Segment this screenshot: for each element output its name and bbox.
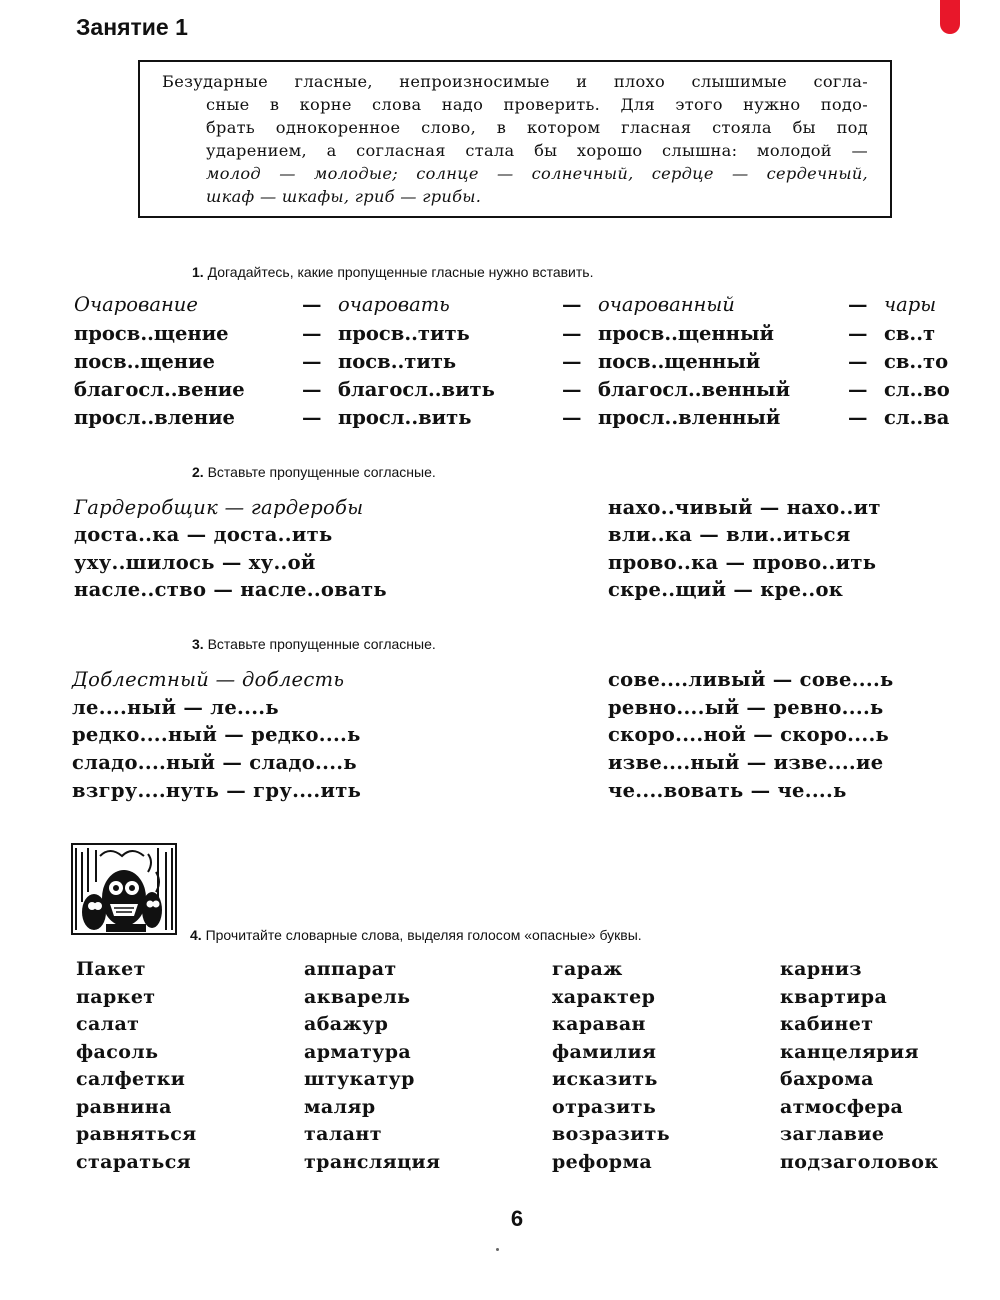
task-1-word: посв..тить xyxy=(338,350,457,373)
task-2-right-row: вли..ка — вли..иться xyxy=(608,523,851,546)
task-text: Вставьте пропущенные согласные. xyxy=(207,464,436,480)
vocabulary-word: карниз xyxy=(780,958,862,980)
vocabulary-word: салат xyxy=(76,1013,140,1035)
vocabulary-word: квартира xyxy=(780,985,888,1008)
task-1-word: благосл..вение xyxy=(74,378,245,401)
task-1-word: сл..ва xyxy=(884,406,950,429)
task-1-word: посв..щение xyxy=(74,350,215,373)
task-1-word: просв..тить xyxy=(338,322,470,345)
vocabulary-word: трансляция xyxy=(304,1150,441,1173)
vocabulary-word: паркет xyxy=(76,985,156,1008)
vocabulary-word: кабинет xyxy=(780,1013,874,1035)
task-1-word: очарованный xyxy=(598,293,735,316)
task-1-word: благосл..вить xyxy=(338,378,495,401)
task-3-right-row: сове....ливый — сове....ь xyxy=(608,668,894,691)
task-1-dash: — xyxy=(562,293,582,316)
task-2-right-row: прово..ка — прово..ить xyxy=(608,551,877,574)
vocabulary-word: гараж xyxy=(552,958,623,980)
task-1-dash: — xyxy=(562,350,582,373)
task-3-left-row: ле....ный — ле....ь xyxy=(72,696,279,719)
vocabulary-word: фамилия xyxy=(552,1040,657,1063)
task-3-left-row: взгру....нуть — гру....ить xyxy=(72,779,362,802)
vocabulary-word: арматура xyxy=(304,1040,412,1063)
rule-line: сные в корне слова надо проверить. Для этого нужно подо- xyxy=(206,95,868,114)
task-2-right-row: скре..щий — кре..ок xyxy=(608,578,844,601)
task-1-word: св..т xyxy=(884,322,936,345)
vocabulary-word: салфетки xyxy=(76,1068,186,1090)
task-2-left-row: доста..ка — доста..ить xyxy=(74,523,333,546)
vocabulary-word: маляр xyxy=(304,1095,376,1118)
task-1-dash: — xyxy=(848,406,868,429)
lesson-title: Занятие 1 xyxy=(76,14,188,40)
rule-line: молод — молодые; солнце — солнечный, сердце — сердечный, xyxy=(206,164,868,183)
vocabulary-word: атмосфера xyxy=(780,1095,904,1118)
vocabulary-word: Пакет xyxy=(76,958,146,980)
vocabulary-word: штукатур xyxy=(304,1068,415,1090)
task-3-right-row: скоро....ной — скоро....ь xyxy=(608,723,890,746)
task-2-left-row: Гардеробщик — гардеробы xyxy=(74,496,364,519)
owl-illustration xyxy=(70,842,178,936)
vocabulary-word: бахрома xyxy=(780,1068,874,1090)
task-1-word: благосл..венный xyxy=(598,378,791,401)
task-1-dash: — xyxy=(302,293,322,316)
task-3-right-row: ревно....ый — ревно....ь xyxy=(608,696,884,719)
vocabulary-word: подзаголовок xyxy=(780,1150,939,1173)
task-4-title xyxy=(190,927,642,943)
task-1-dash: — xyxy=(302,350,322,373)
vocabulary-word: стараться xyxy=(76,1150,192,1173)
rule-line: брать однокоренное слово, в котором гласная стояла бы под xyxy=(206,118,868,137)
task-3-right-row: че....вовать — че....ь xyxy=(608,779,847,802)
vocabulary-word: заглавие xyxy=(780,1123,885,1145)
rule-line: шкаф — шкафы, гриб — грибы. xyxy=(206,187,482,206)
task-number: 2. xyxy=(192,464,204,480)
task-1-dash: — xyxy=(848,293,868,316)
vocabulary-word: характер xyxy=(552,985,656,1008)
task-1-word: посв..щенный xyxy=(598,350,761,373)
task-number: 1. xyxy=(192,264,204,280)
print-speck xyxy=(496,1248,499,1251)
task-1-word: св..то xyxy=(884,350,949,373)
task-2-right-row: нахо..чивый — нахо..ит xyxy=(608,496,881,519)
task-1-dash: — xyxy=(302,322,322,345)
vocabulary-word: отразить xyxy=(552,1095,657,1118)
vocabulary-word: абажур xyxy=(304,1013,389,1035)
task-1-word: просв..щенный xyxy=(598,322,774,345)
task-3-left-row: редко....ный — редко....ь xyxy=(72,723,361,746)
rule-box xyxy=(138,60,892,218)
vocabulary-word: возразить xyxy=(552,1123,671,1145)
vocabulary-word: аппарат xyxy=(304,958,397,980)
task-1-word: Очарование xyxy=(74,293,198,316)
task-1-dash: — xyxy=(848,378,868,401)
task-1-word: чары xyxy=(884,293,937,316)
task-1-word: просл..вленный xyxy=(598,406,781,429)
task-2-title xyxy=(192,464,436,480)
vocabulary-word: равнина xyxy=(76,1095,172,1118)
red-corner-tab xyxy=(940,0,960,34)
task-3-left-row: сладо....ный — сладо....ь xyxy=(72,751,357,774)
vocabulary-word: реформа xyxy=(552,1150,653,1173)
task-1-dash: — xyxy=(302,378,322,401)
vocabulary-word: акварель xyxy=(304,985,411,1008)
task-3-left-row: Доблестный — доблесть xyxy=(72,668,345,691)
task-text: Догадайтесь, какие пропущенные гласные нужно вставить. xyxy=(207,264,594,280)
task-1-dash: — xyxy=(562,322,582,345)
task-1-title xyxy=(192,264,593,280)
task-1-dash: — xyxy=(848,322,868,345)
task-3-title xyxy=(192,636,436,652)
task-3-right-row: изве....ный — изве....ие xyxy=(608,751,884,774)
vocabulary-word: караван xyxy=(552,1013,646,1035)
task-1-dash: — xyxy=(848,350,868,373)
vocabulary-word: канцелярия xyxy=(780,1040,919,1063)
task-1-word: сл..во xyxy=(884,378,950,401)
vocabulary-word: исказить xyxy=(552,1068,658,1090)
task-number: 3. xyxy=(192,636,204,652)
task-2-left-row: насле..ство — насле..овать xyxy=(74,578,387,601)
vocabulary-word: талант xyxy=(304,1123,382,1145)
task-1-word: просв..щение xyxy=(74,322,229,345)
task-1-dash: — xyxy=(562,378,582,401)
task-1-dash: — xyxy=(562,406,582,429)
page-number: 6 xyxy=(510,1206,524,1231)
task-text: Прочитайте словарные слова, выделяя голосом «опасные» буквы. xyxy=(205,927,642,943)
vocabulary-word: равняться xyxy=(76,1123,197,1145)
task-1-word: просл..вление xyxy=(74,406,235,429)
rule-line: ударением, а согласная стала бы хорошо слышна: молодой — xyxy=(206,141,868,160)
task-text: Вставьте пропущенные согласные. xyxy=(207,636,436,652)
vocabulary-word: фасоль xyxy=(76,1040,159,1063)
task-number: 4. xyxy=(190,927,202,943)
task-1-dash: — xyxy=(302,406,322,429)
task-1-word: очаровать xyxy=(338,293,450,316)
rule-line: Безударные гласные, непроизносимые и плохо слышимые согла- xyxy=(162,72,868,91)
task-2-left-row: уху..шилось — ху..ой xyxy=(74,551,316,574)
task-1-word: просл..вить xyxy=(338,406,472,429)
